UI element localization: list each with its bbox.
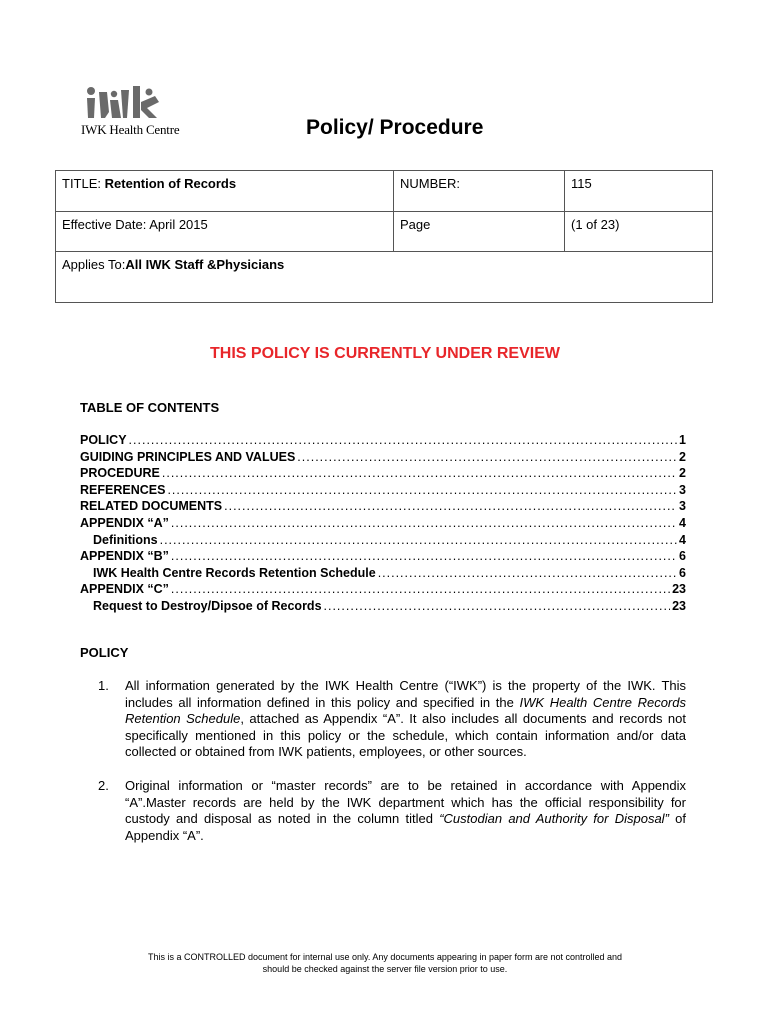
toc-leader — [297, 450, 677, 464]
toc-page: 1 — [679, 433, 686, 447]
item-number: 1. — [98, 678, 109, 693]
toc-leader — [160, 533, 677, 547]
item-text-emphasis: “Custodian and Authority for Disposal” — [439, 811, 669, 827]
toc-label: Definitions — [93, 532, 158, 547]
toc-label: APPENDIX “B” — [80, 549, 169, 564]
footer-line-1: This is a CONTROLLED document for internal use only. Any documents appearing in paper form are not controlled and — [147, 952, 623, 962]
title-label: TITLE: — [62, 176, 102, 191]
item-text-part: All information generated by the IWK Health Centre (“IWK”) is the property of the IWK. This includes all information defined in this policy and specified in the — [125, 678, 686, 710]
policy-item-2 — [98, 778, 686, 844]
toc-label: PROCEDURE — [80, 466, 160, 481]
page-value: (1 of 23) — [565, 212, 713, 252]
iwk-logo-figures-icon — [81, 82, 163, 122]
toc-leader — [378, 566, 677, 580]
toc-label: GUIDING PRINCIPLES AND VALUES — [80, 449, 296, 464]
document-type-title: Policy/ Procedure — [306, 116, 484, 139]
item-number: 2. — [98, 778, 109, 793]
toc-leader — [224, 499, 677, 513]
toc-page: 6 — [679, 549, 686, 564]
title-value: Retention of Records — [104, 176, 237, 191]
number-value: 115 — [565, 171, 713, 212]
toc-label: IWK Health Centre Records Retention Schedule — [93, 565, 376, 580]
table-of-contents — [80, 433, 686, 616]
policy-info-table — [55, 170, 713, 303]
applies-label: Applies To: — [62, 257, 126, 272]
toc-entry-policy[interactable] — [80, 433, 686, 450]
toc-page: 4 — [679, 532, 686, 547]
table-row — [56, 171, 713, 212]
policy-heading: POLICY — [80, 645, 129, 660]
item-text — [125, 778, 686, 844]
table-row — [56, 252, 713, 303]
iwk-logo — [81, 82, 180, 140]
toc-entry-related-documents[interactable] — [80, 499, 686, 516]
toc-leader — [162, 466, 677, 480]
item-text-part: , attached as Appendix “A”. It also includes all documents and records not specifically mentioned in this policy or the schedule, which contain information and/or data collected or obtained from IWK patients, employees, or other sources. — [125, 711, 686, 760]
effective-date: Effective Date: April 2015 — [56, 212, 394, 252]
toc-entry-references[interactable] — [80, 483, 686, 500]
item-text-part: Original information or “master records” are to be retained in accordance with Appendix “A”.Master records are held by the IWK department which has the official responsibility for custody and disposal as noted in the column titled — [125, 778, 686, 827]
toc-label: Request to Destroy/Dipsoe of Records — [93, 598, 322, 613]
toc-entry-appendix-c[interactable] — [80, 582, 686, 599]
toc-entry-definitions[interactable] — [80, 533, 686, 550]
toc-page: 23 — [672, 598, 686, 613]
toc-page: 4 — [679, 515, 686, 530]
policy-item-1 — [98, 678, 686, 761]
footer-line-2: should be checked against the server file version prior to use. — [262, 964, 508, 974]
toc-page: 23 — [672, 582, 686, 597]
toc-page: 3 — [679, 499, 686, 514]
toc-leader — [171, 516, 677, 530]
review-notice: THIS POLICY IS CURRENTLY UNDER REVIEW — [210, 345, 560, 362]
item-text-part: of Appendix “A”. — [125, 811, 686, 843]
toc-leader — [324, 599, 671, 613]
toc-entry-appendix-a[interactable] — [80, 516, 686, 533]
applies-to-cell — [56, 252, 713, 303]
applies-value: All IWK Staff &Physicians — [125, 257, 285, 272]
toc-label: APPENDIX “A” — [80, 515, 169, 530]
toc-page: 2 — [679, 466, 686, 481]
item-text-emphasis: IWK Health Centre Records Retention Schedule — [125, 694, 686, 727]
toc-heading: TABLE OF CONTENTS — [80, 400, 220, 415]
number-label: NUMBER: — [394, 171, 565, 212]
toc-label: APPENDIX “C” — [80, 582, 169, 597]
toc-leader — [167, 483, 677, 497]
toc-page: 3 — [679, 482, 686, 497]
toc-leader — [129, 433, 678, 447]
toc-page: 2 — [679, 449, 686, 464]
title-cell — [56, 171, 394, 212]
toc-leader — [171, 582, 670, 596]
toc-entry-appendix-b[interactable] — [80, 549, 686, 566]
toc-page: 6 — [679, 565, 686, 580]
toc-label: REFERENCES — [80, 482, 166, 497]
logo-text: IWK Health Centre — [81, 122, 180, 137]
toc-entry-guiding-principles[interactable] — [80, 450, 686, 467]
controlled-document-footer — [0, 951, 770, 975]
toc-entry-request-destroy[interactable] — [80, 599, 686, 616]
page-label: Page — [394, 212, 565, 252]
toc-label: POLICY — [80, 433, 127, 447]
toc-label: RELATED DOCUMENTS — [80, 499, 223, 514]
toc-entry-procedure[interactable] — [80, 466, 686, 483]
toc-entry-retention-schedule[interactable] — [80, 566, 686, 583]
toc-leader — [171, 549, 677, 563]
table-row — [56, 212, 713, 252]
item-text — [125, 678, 686, 761]
